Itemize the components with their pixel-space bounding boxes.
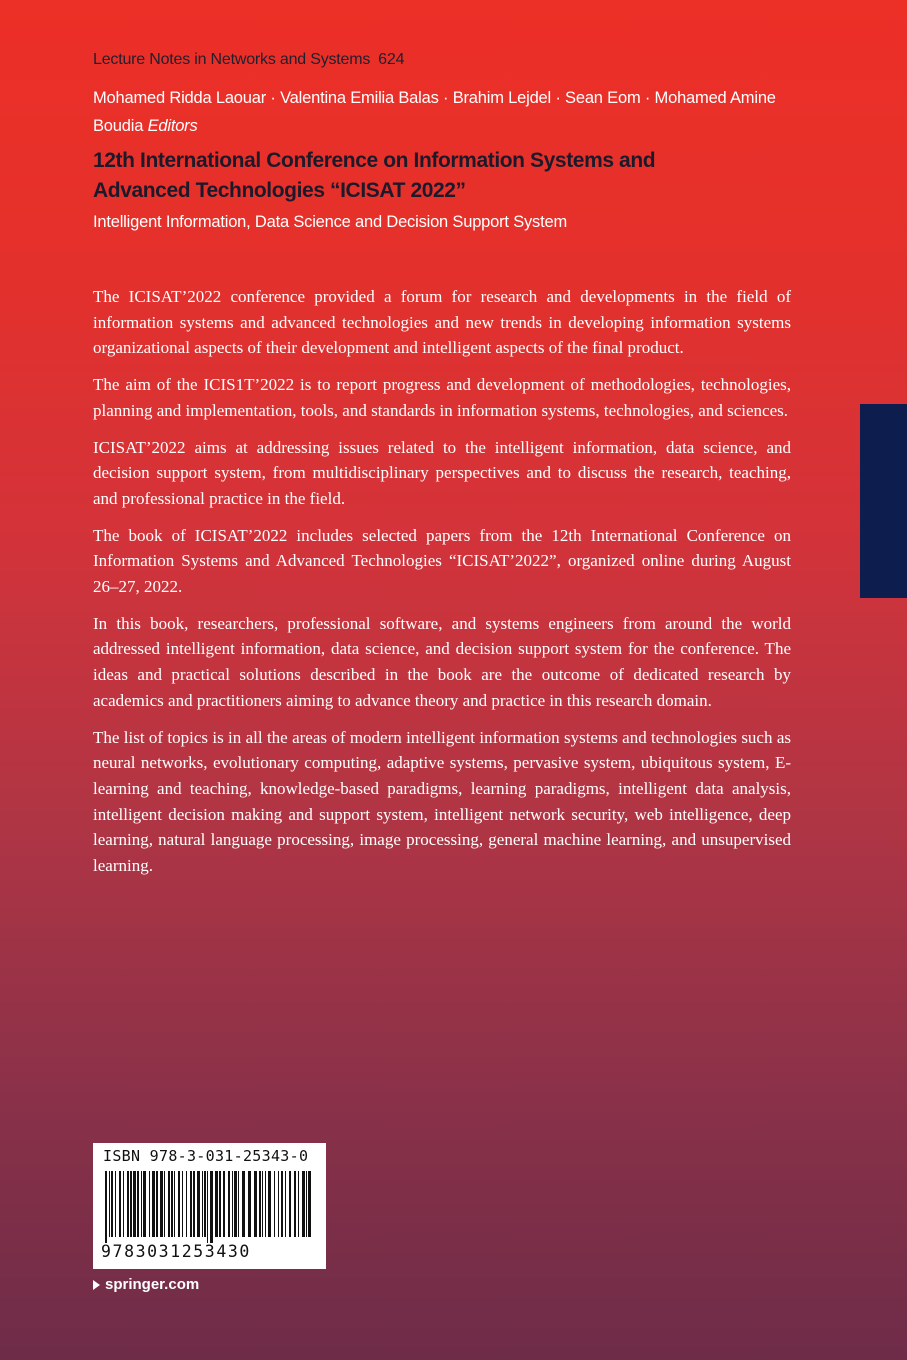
- blurb-paragraph: In this book, researchers, professional software, and systems engineers from around the world addressed intelligent information, data science, and decision support system for the conference. The ideas and practical solutions described in the book are the outcome of dedicated research by academics and practitioners aiming to advance theory and practice in this research domain.: [93, 613, 791, 710]
- book-title-line-1: 12th International Conference on Information Systems and: [93, 149, 656, 172]
- blurb-paragraph: ICISAT’2022 aims at addressing issues related to the intelligent information, data science, and decision support system, from multidisciplinary perspectives and to discuss the research, teaching, and professional practice in the field.: [93, 437, 791, 508]
- book-title: [93, 146, 813, 206]
- arrow-right-icon: [93, 1280, 100, 1290]
- cover-header: [93, 48, 813, 234]
- publisher-link[interactable]: [93, 1276, 199, 1293]
- barcode-icon: [103, 1171, 316, 1243]
- spine-color-tab: [860, 404, 907, 598]
- editor-names: Mohamed Ridda Laouar · Valentina Emilia Balas · Brahim Lejdel · Sean Eom · Mohamed Amine Boudia: [93, 89, 776, 135]
- book-title-line-2: Advanced Technologies “ICISAT 2022”: [93, 179, 466, 202]
- publisher-url: springer.com: [105, 1276, 200, 1293]
- blurb-paragraph: The list of topics is in all the areas of modern intelligent information systems and technologies such as neural networks, evolutionary computing, adaptive systems, pervasive system, ubiquitous system, E-learning and teaching, knowledge-based paradigms, learning paradigms, intelligent data analysis, intelligent decision making and support system, intelligent network security, web intelligence, deep learning, natural language processing, image processing, general machine learning, and unsupervised learning.: [93, 727, 791, 876]
- editors-line: [93, 84, 813, 140]
- isbn-label: ISBN 978-3-031-25343-0: [103, 1147, 309, 1165]
- blurb-paragraph: The ICISAT’2022 conference provided a forum for research and developments in the field of information systems and advanced technologies and new trends in developing information systems organizational aspects of their development and intelligent aspects of the final product.: [93, 287, 791, 358]
- series-name: Lecture Notes in Networks and Systems: [93, 51, 371, 68]
- blurb-paragraph: The book of ICISAT’2022 includes selected papers from the 12th International Conference on Information Systems and Advanced Technologies “ICISAT’2022”, organized online during August 26–27, 2022.: [93, 525, 791, 597]
- volume-number: 624: [378, 51, 405, 68]
- blurb: [93, 284, 791, 890]
- ean-digits: 9783031253430: [101, 1242, 251, 1261]
- isbn-barcode-box: [93, 1143, 326, 1269]
- blurb-paragraph: The aim of the ICIS1T’2022 is to report progress and development of methodologies, technologies, planning and implementation, tools, and standards in information systems, technologies, and sciences.: [93, 375, 791, 420]
- book-subtitle: Intelligent Information, Data Science and Decision Support System: [93, 213, 568, 231]
- editors-role: Editors: [147, 117, 198, 135]
- series-line: [93, 48, 813, 72]
